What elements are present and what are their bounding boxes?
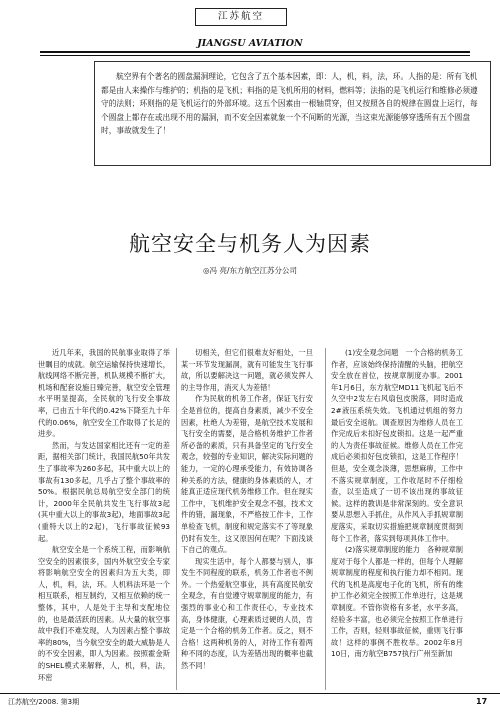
abstract-text: 航空界有个著名的圆盘漏洞理论，它包含了五个基本因素，即：人，机，料，法，环。人指的是：所有飞机都是由人来操作与维护的；机指的是飞机；料指的是飞机所用的材料，燃料等；法指的是飞机运行和维修必须遵守的法则；环则指的是飞机运行的外部环境。这五个因素由一根轴贯穿，但又按照各自的规律在圆盘上运行，每个圆盘上都存在或出现不用的漏洞，而不安全因素就象一个不间断的光源，当这束光源能够穿透所有五个圆盘时，事故就发生了！ [101,72,478,135]
paragraph: (2)落实规章制度的能力 各种规章制度对于每个人都是一样的，但每个人理解规章制度的程度和执行能力却不相同。现代的飞机是高度电子化的飞机，所有的维护工作必须完全按照工作单进行，这是规章制度。不管你资格有多老，水平多高，经验多丰富，也必须完全按照工作单进行工作，否则，轻则事故征候，重则飞行事故！这样的事例不胜枚举。2002年8月10日，南方航空B757执行广州至新加 [331,545,463,659]
header-rule-thin [40,55,470,56]
column-divider [176,348,177,690]
journal-english-name: JIANGSU AVIATION [197,38,303,49]
abstract-box [94,61,491,166]
paragraph: 近几年来，我国的民航事业取得了举世瞩目的成就。航空运输保持快速增长，航线网络不断完善，机队规模不断扩大，机场和配套设施日臻完善，航空安全管理水平明显提高，全民航的飞行安全事故率，已由五十年代的0.42%下降至九十年代的0.06%，航空安全工作取得了长足的进步。 [38,348,170,439]
journal-badge: 江苏航空 [195,8,287,26]
author-line: ◎冯 亮/东方航空江苏分公司 [203,266,297,275]
paragraph: 现实生活中，每个人都要与别人，事发生不同程度的联系，机务工作者也不例外。一个热爱航空事业，具有高度民航安全观念，有自觉遵守规章制度的能力，有强烈的事业心和工作责任心，专业技术高，身体健康，心理素质过硬的人员，肯定是一个合格的机务工作者。反之，则不合格！这两种机务的人，对待工作有着两种不同的态度，认为差错出现的概率也截然不同！ [181,556,313,671]
paragraph: 然而，与发达国家相比还有一定的差距，据相关部门统计，我国民航50年共发生了事故率为260多起，其中重大以上的事故有130多起，几乎占了整个事故率的50%。根据民航总局航空安全部门的统计，2000年全民航共发生飞行事故3起(其中重大以上的事故3起)，地面事故3起(重特大以上的2起)，飞行事故征候93起。 [38,440,170,543]
column-1 [38,347,170,683]
paragraph: 切相关，但它们很难友好相处，一旦某一环节发现漏洞，就有可能发生飞行事故，所以要解决这一问题，就必须发挥人的主导作用，消灭人为差错！ [181,348,313,392]
column-divider [325,348,326,690]
article-title: 航空安全与机务人为因素 [129,232,371,256]
page-number: 17 [476,697,488,706]
column-3 [331,347,463,660]
footer-rule [0,693,500,694]
paragraph: (1)安全观念问题 一个合格的机务工作者，应该始终保持清醒的头脑，把航空安全放在首位，按规章制度办事。2001年1月6日，东方航空MD11飞机起飞后不久空中2发左右风扇包皮脱落，同时造成2#液压系统失效。飞机通过机组的努力最后安全返航。调查原因为维修人员在工作完成后未扣好包皮锁扣。这是一起严重的人为责任事故征候。维修人员在工作完成后必须扣好包皮锁扣，这是工作程序！但是，安全观念淡薄，思想麻痹，工作中不落实规章制度，工作收尾时不仔细检查，以至造成了一切不该出现的事故征候。这样的教训是非常深刻的。安全意识要从思想入手抓住，从作风入手抓规章制度落实，采取切实措施把规章制度贯彻到每个工作者，落实到每项具体工作中。 [331,348,463,543]
footer-issue: 江苏航空/2008. 第3期 [8,698,80,706]
column-2 [181,347,313,672]
paragraph: 作为民航的机务工作者，保证飞行安全是首位的，提高自身素质，减少不安全因素，杜绝人为差错，是航空技术发展和飞行安全的需要，是合格机务维护工作者所必备的素质，只有具备坚定的飞行安全观念，较强的专业知识，解决实际问题的能力，一定的心理承受能力，有效协调各种关系的方法，健康的身体素质的人，才能真正适应现代机务维修工作。但在现实工作中，飞机维护安全观念不强，技术文件的错，漏现象，不严格按工作卡，工作单检查飞机，制度和规定落实不了等现象仍时有发生，这又原因何在呢？下面浅谈下自己的观点。 [181,394,313,555]
paragraph: 航空安全是一个系统工程，而影响航空安全的因素很多，国内外航空安全专家将影响航空安全的因素归为五大类，即人，机，料，法，环。人机料法环是一个相互联系，相互制约，又相互依赖的统一整体，其中，人是处于主导和支配地位的，也是最活跃的因素。从大量的航空事故中我们不难发现，人为因素占整个事故率的80%，当今航空安全的最大威胁是人的不安全因素，即人为因素。按照霍金斯的SHEL模式来解释，人，机，料，法，环密 [38,545,170,682]
header-rule-thick [40,51,470,53]
